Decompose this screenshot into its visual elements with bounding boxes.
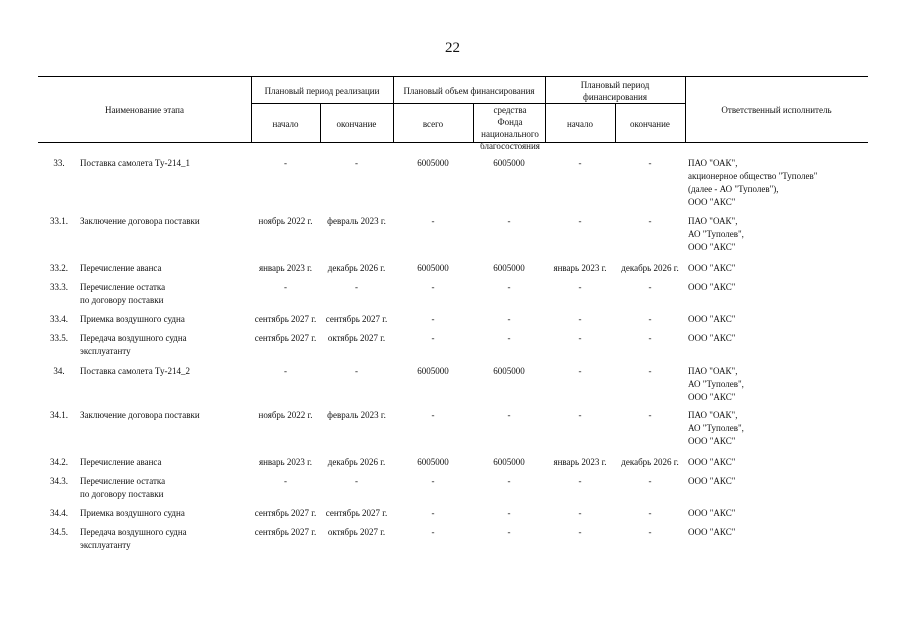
cell-num: 34.5. — [50, 527, 68, 537]
cell-num: 34.1. — [50, 410, 68, 420]
cell-fund: - — [507, 282, 511, 292]
cell-stage-name: Перечисление остатка — [80, 476, 166, 486]
cell-responsible: ООО "АКС" — [688, 436, 736, 446]
header-end: окончание — [336, 119, 377, 129]
cell-start: сентябрь 2027 г. — [254, 508, 317, 518]
cell-fund: 6005000 — [493, 366, 525, 376]
cell-num: 33. — [53, 158, 65, 168]
cell-stage-name: эксплуатанту — [80, 346, 131, 356]
cell-responsible: ООО "АКС" — [688, 282, 736, 292]
cell-responsible: ООО "АКС" — [688, 527, 736, 537]
cell-fund: - — [507, 216, 511, 226]
cell-total: - — [431, 410, 435, 420]
cell-end: сентябрь 2027 г. — [325, 508, 388, 518]
cell-responsible: ООО "АКС" — [688, 508, 736, 518]
cell-num: 33.2. — [50, 263, 68, 273]
cell-end: декабрь 2026 г. — [327, 457, 386, 467]
cell-total: 6005000 — [417, 158, 449, 168]
header-planned-volume: Плановый объем финансирования — [403, 86, 535, 96]
cell-fin-start: - — [578, 216, 582, 226]
cell-total: 6005000 — [417, 263, 449, 273]
cell-num: 33.3. — [50, 282, 68, 292]
cell-total: - — [431, 508, 435, 518]
cell-start: - — [284, 366, 287, 376]
cell-responsible: ООО "АКС" — [688, 392, 736, 402]
cell-start: - — [284, 282, 287, 292]
cell-total: 6005000 — [417, 457, 449, 467]
cell-stage-name: эксплуатанту — [80, 540, 131, 550]
cell-total: - — [431, 527, 435, 537]
cell-stage-name: по договору поставки — [80, 489, 164, 499]
cell-responsible: ПАО "ОАК", — [688, 216, 738, 226]
cell-fin-end: - — [648, 366, 652, 376]
cell-fin-start: - — [578, 410, 582, 420]
cell-end: февраль 2023 г. — [327, 216, 386, 226]
header-fin-start: начало — [566, 119, 594, 129]
cell-stage-name: Перечисление остатка — [80, 282, 166, 292]
cell-fin-end: - — [648, 314, 652, 324]
cell-num: 34.3. — [50, 476, 68, 486]
cell-fund: - — [507, 476, 511, 486]
cell-total: - — [431, 216, 435, 226]
cell-fin-start: - — [578, 314, 582, 324]
cell-start: - — [284, 476, 287, 486]
header-start: начало — [272, 119, 299, 129]
cell-end: сентябрь 2027 г. — [325, 314, 388, 324]
cell-fund: - — [507, 410, 511, 420]
cell-num: 34.2. — [50, 457, 68, 467]
cell-responsible: АО "Туполев", — [688, 423, 744, 433]
header-planned-period: Плановый период реализации — [264, 86, 380, 96]
cell-fund: - — [507, 527, 511, 537]
cell-fin-end: - — [648, 158, 652, 168]
cell-fund: 6005000 — [493, 158, 525, 168]
cell-num: 33.1. — [50, 216, 68, 226]
cell-responsible: акционерное общество "Туполев" — [688, 171, 818, 181]
cell-fin-start: - — [578, 476, 582, 486]
cell-stage-name: Перечисление аванса — [80, 457, 162, 467]
cell-fund: - — [507, 314, 511, 324]
cell-stage-name: Поставка самолета Ту-214_1 — [80, 158, 190, 168]
header-planned-fin-period: Плановый период финансирования — [580, 80, 650, 102]
cell-fin-start: - — [578, 508, 582, 518]
cell-responsible: ПАО "ОАК", — [688, 366, 738, 376]
cell-responsible: ООО "АКС" — [688, 263, 736, 273]
cell-start: сентябрь 2027 г. — [254, 314, 317, 324]
cell-stage-name: по договору поставки — [80, 295, 164, 305]
cell-responsible: ООО "АКС" — [688, 476, 736, 486]
cell-num: 34. — [53, 366, 65, 376]
cell-end: октябрь 2027 г. — [327, 527, 386, 537]
header-mid-border — [251, 103, 685, 104]
header-fin-end: окончание — [630, 119, 670, 129]
header-responsible: Ответственный исполнитель — [721, 105, 832, 115]
header-fund: средства Фонда национального благосостояния — [480, 105, 540, 151]
cell-fin-start: - — [578, 527, 582, 537]
cell-responsible: ООО "АКС" — [688, 314, 736, 324]
cell-start: январь 2023 г. — [258, 263, 313, 273]
cell-stage-name: Приемка воздушного судна — [80, 508, 185, 518]
cell-total: 6005000 — [417, 366, 449, 376]
cell-responsible: АО "Туполев", — [688, 229, 744, 239]
cell-fin-end: - — [648, 216, 652, 226]
cell-fin-end: - — [648, 410, 652, 420]
cell-total: - — [431, 314, 435, 324]
cell-end: октябрь 2027 г. — [327, 333, 386, 343]
cell-fin-end: - — [648, 508, 652, 518]
header-total: всего — [422, 119, 444, 129]
cell-responsible: ООО "АКС" — [688, 197, 736, 207]
header-stage-name: Наименование этапа — [105, 105, 184, 115]
cell-fund: 6005000 — [493, 263, 525, 273]
cell-fin-start: январь 2023 г. — [553, 263, 607, 273]
cell-fin-end: декабрь 2026 г. — [621, 263, 679, 273]
header-bottom-border — [38, 142, 868, 143]
cell-fin-end: - — [648, 476, 652, 486]
cell-stage-name: Поставка самолета Ту-214_2 — [80, 366, 190, 376]
cell-fin-start: январь 2023 г. — [553, 457, 607, 467]
cell-responsible: ПАО "ОАК", — [688, 158, 738, 168]
cell-responsible: ООО "АКС" — [688, 457, 736, 467]
cell-end: - — [355, 158, 358, 168]
cell-end: - — [355, 366, 358, 376]
cell-end: декабрь 2026 г. — [327, 263, 386, 273]
cell-start: ноябрь 2022 г. — [258, 216, 313, 226]
cell-start: сентябрь 2027 г. — [254, 333, 317, 343]
cell-total: - — [431, 282, 435, 292]
cell-stage-name: Передача воздушного судна — [80, 333, 187, 343]
cell-stage-name: Заключение договора поставки — [80, 410, 200, 420]
cell-fin-end: - — [648, 282, 652, 292]
cell-fin-end: - — [648, 333, 652, 343]
header-top-border — [38, 76, 868, 77]
cell-stage-name: Заключение договора поставки — [80, 216, 200, 226]
cell-num: 34.4. — [50, 508, 68, 518]
cell-fin-start: - — [578, 333, 582, 343]
cell-fin-end: - — [648, 527, 652, 537]
cell-start: сентябрь 2027 г. — [254, 527, 317, 537]
cell-stage-name: Передача воздушного судна — [80, 527, 187, 537]
cell-stage-name: Приемка воздушного судна — [80, 314, 185, 324]
cell-fin-start: - — [578, 366, 582, 376]
cell-start: - — [284, 158, 287, 168]
cell-fin-start: - — [578, 158, 582, 168]
cell-fin-end: декабрь 2026 г. — [621, 457, 679, 467]
cell-start: январь 2023 г. — [258, 457, 313, 467]
cell-total: - — [431, 333, 435, 343]
cell-stage-name: Перечисление аванса — [80, 263, 162, 273]
cell-fund: - — [507, 508, 511, 518]
cell-num: 33.4. — [50, 314, 68, 324]
cell-fin-start: - — [578, 282, 582, 292]
header-divider — [473, 103, 474, 142]
cell-responsible: ООО "АКС" — [688, 333, 736, 343]
cell-end: - — [355, 282, 358, 292]
cell-responsible: (далее - АО "Туполев"), — [688, 184, 779, 194]
cell-responsible: АО "Туполев", — [688, 379, 744, 389]
cell-end: - — [355, 476, 358, 486]
cell-responsible: ПАО "ОАК", — [688, 410, 738, 420]
header-divider — [545, 76, 546, 142]
cell-end: февраль 2023 г. — [327, 410, 386, 420]
cell-fund: 6005000 — [493, 457, 525, 467]
cell-start: ноябрь 2022 г. — [258, 410, 313, 420]
cell-num: 33.5. — [50, 333, 68, 343]
cell-total: - — [431, 476, 435, 486]
page-number: 22 — [445, 40, 460, 56]
cell-responsible: ООО "АКС" — [688, 242, 736, 252]
cell-fund: - — [507, 333, 511, 343]
